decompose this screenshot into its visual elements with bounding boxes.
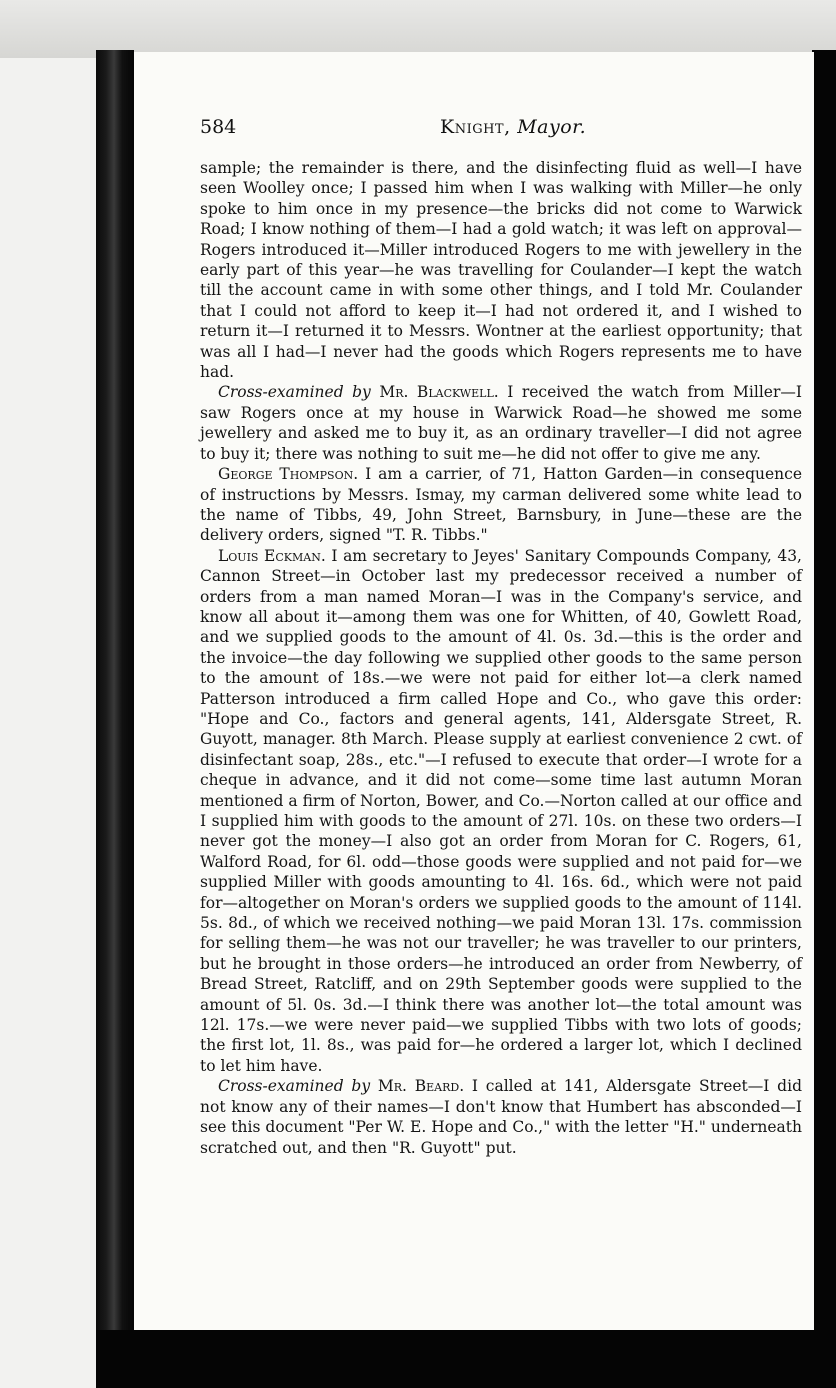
- cross-examination-lead: Cross-examined by: [218, 383, 371, 402]
- speaker-name: George Thompson.: [218, 465, 359, 484]
- page-number: 584: [200, 116, 237, 138]
- page-body-text: [200, 158, 802, 1158]
- paragraph-text: I received the watch from Miller—I saw Rogers once at my house in Warwick Road—he showed me some jewellery and asked me to buy it, as an ordinary traveller—I did not agree to buy it; there was nothing to suit me—he did not offer to give me any.: [200, 383, 802, 463]
- cross-examination-lead: Cross-examined by: [218, 1077, 371, 1096]
- paragraph: [200, 158, 802, 382]
- paragraph: [200, 546, 802, 1077]
- scan-right-edge: [812, 50, 836, 1340]
- running-head: [440, 116, 586, 138]
- speaker-name: Mr. Beard.: [377, 1077, 465, 1096]
- page-header: [200, 116, 760, 146]
- paragraph-text: I am a carrier, of 71, Hatton Garden—in consequence of instructions by Messrs. Ismay, my carman delivered some white lead to the name of Tibbs, 49, John Street, Barnsbury, in June—these are the delivery orders, signed "T. R. Tibbs.": [200, 465, 802, 545]
- book-spine-shadow: [96, 50, 134, 1340]
- running-head-title: Mayor.: [517, 116, 587, 138]
- running-head-name: Knight,: [440, 116, 511, 138]
- speaker-name: Mr. Blackwell.: [379, 383, 499, 402]
- paragraph: [200, 1076, 802, 1158]
- paragraph: [200, 382, 802, 464]
- paragraph-text: I am secretary to Jeyes' Sanitary Compounds Company, 43, Cannon Street—in October last my predecessor received a number of orders from a man named Moran—I was in the Company's service, and know all about it—among them was one for Whitten, of 40, Gowlett Road, and we supplied goods to the amount of 4l. 0s. 3d.—this is the order and the invoice—the day following we supplied other goods to the same person to the amount of 18s.—we were not paid for either lot—a clerk named Patterson introduced a firm called Hope and Co., who gave this order: "Hope and Co., factors and general agents, 141, Aldersgate Street, R. Guyott, manager. 8th March. Please supply at earliest convenience 2 cwt. of disinfectant soap, 28s., etc."—I refused to execute that order—I wrote for a cheque in advance, and it did not come—some time last autumn Moran mentioned a firm of Norton, Bower, and Co.—Norton called at our office and I supplied him with goods to the amount of 27l. 10s. on these two orders—I never got the money—I also got an order from Moran for C. Rogers, 61, Walford Road, for 6l. odd—those goods were supplied and not paid for—we supplied Miller with goods amounting to 4l. 16s. 6d., which were not paid for—altogether on Moran's orders we supplied goods to the amount of 114l. 5s. 8d., of which we received nothing—we paid Moran 13l. 17s. commission for selling them—he was not our traveller; he was traveller to our printers, but he brought in those orders—he introduced an order from Newberry, of Bread Street, Ratcliff, and on 29th September goods were supplied to the amount of 5l. 0s. 3d.—I think there was another lot—the total amount was 12l. 17s.—we were never paid—we supplied Tibbs with two lots of goods; the first lot, 1l. 8s., was paid for—he ordered a larger lot, which I declined to let him have.: [200, 546, 802, 1075]
- speaker-name: Louis Eckman.: [218, 546, 326, 565]
- paragraph-text: sample; the remainder is there, and the disinfecting fluid as well—I have seen Woolley once; I passed him when I was walking with Miller—he only spoke to him once in my presence—the bricks did not come to Warwick Road; I know nothing of them—I had a gold watch; it was left on approval—Rogers introduced it—Miller introduced Rogers to me with jewellery in the early part of this year—he was travelling for Coulander—I kept the watch till the account came in with some other things, and I told Mr. Coulander that I could not afford to keep it—I had not ordered it, and I wished to return it—I returned it to Messrs. Wontner at the earliest opportunity; that was all I had—I never had the goods which Rogers represents me to have had.: [200, 159, 802, 382]
- scan-bottom-edge: [96, 1330, 836, 1388]
- paragraph-text: I called at 141, Aldersgate Street—I did not know any of their names—I don't know that Humbert has absconded—I see this document "Per W. E. Hope and Co.," with the letter "H." underneath scratched out, and then "R. Guyott" put.: [200, 1077, 802, 1157]
- paragraph: [200, 464, 802, 546]
